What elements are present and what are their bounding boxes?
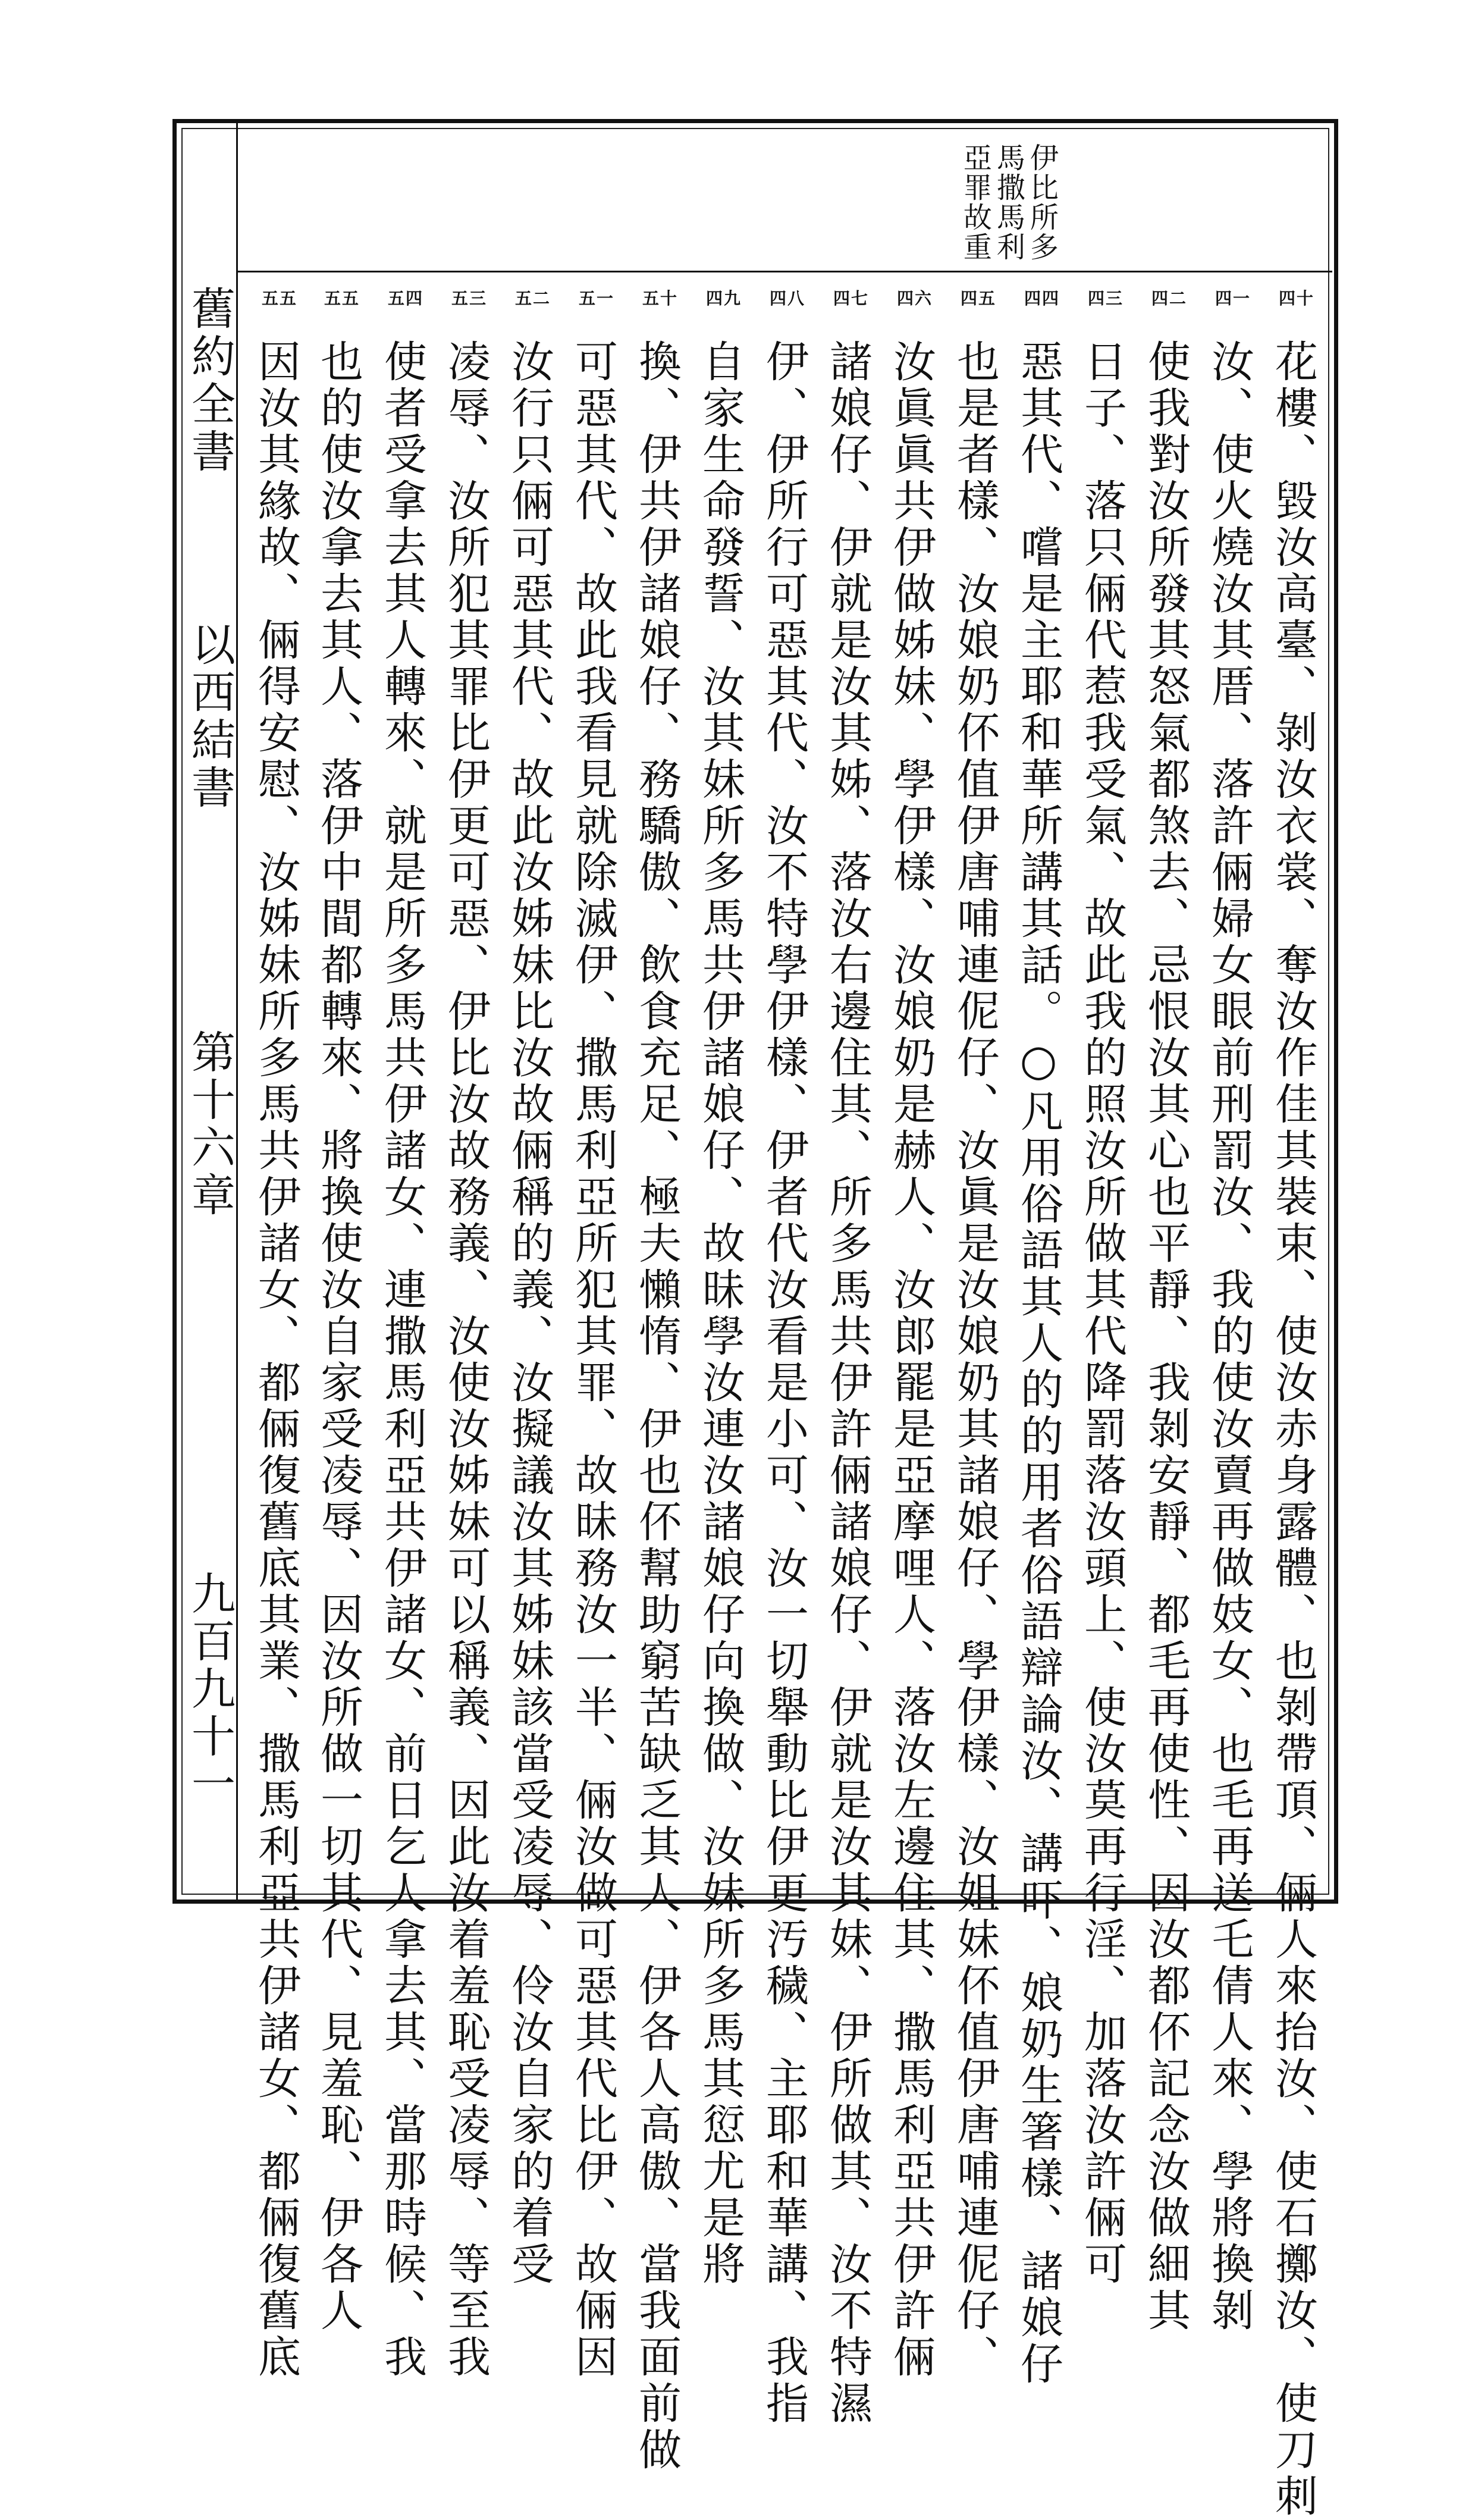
verse-number: 五三 <box>451 289 487 308</box>
header-note: 亞罪故重 <box>958 143 992 262</box>
verse-number: 五五 <box>324 289 360 308</box>
text-column <box>1076 286 1135 2288</box>
column-text: 可惡其代、故此我看見就除滅伊、撒馬利亞所犯其罪、故昧務汝一半、倆汝做可惡其代比伊、故倆因 <box>568 339 618 2381</box>
verse-number: 五四 <box>387 289 423 308</box>
text-column <box>885 286 944 2381</box>
column-text: 凌辱、汝所犯其罪比伊更可惡、伊比汝故務義、汝使汝姊妹可以稱義、因此汝着羞恥受凌辱、等至我 <box>441 339 491 2381</box>
verse-number: 四十 <box>1278 289 1314 308</box>
verse-number: 四九 <box>705 289 742 308</box>
text-columns <box>250 286 1320 2520</box>
verse-number: 四三 <box>1087 289 1123 308</box>
header-notes-band <box>238 125 1332 272</box>
text-column <box>949 286 1008 2381</box>
chapter-label: 第十六章 <box>184 1029 236 1220</box>
text-column <box>312 286 372 2334</box>
column-text: 惡其代、嚐是主耶和華所講其話。○凡用俗語其人的的用者俗語辯論汝、講吓、娘奶生箸樣、諸娘仔 <box>1013 339 1063 2388</box>
column-text: 也是者樣、汝娘奶伓值伊唐哺連伲仔、汝眞是汝娘奶其諸娘仔、學伊樣、汝姐妹伓值伊唐哺連伲仔、 <box>950 339 1000 2381</box>
verse-number: 五一 <box>578 289 614 308</box>
text-column <box>1012 286 1072 2388</box>
verse-number: 四二 <box>1151 289 1187 308</box>
book-name: 以西結書 <box>184 622 236 812</box>
verse-number: 五二 <box>514 289 551 308</box>
text-column <box>250 286 309 2381</box>
text-column <box>1203 286 1263 2334</box>
column-text: 花樓、毀汝高臺、剝汝衣裳、奪汝作佳其裝束、使汝赤身露體、也剝帶頂、倆人來抬汝、使石擲汝、使刀刺 <box>1268 339 1318 2520</box>
column-text: 諸娘仔、伊就是汝其姊、落汝右邊住其、所多馬共伊許倆諸娘仔、伊就是汝其妹、伊所做其、汝不特濕 <box>823 339 873 2427</box>
verse-number: 五十 <box>642 289 678 308</box>
text-column <box>758 286 817 2427</box>
column-text: 也的使汝拿去其人、落伊中間都轉來、將換使汝自家受凌辱、因汝所做一切其代、見羞恥、伊各人 <box>313 339 363 2334</box>
verse-number: 四八 <box>769 289 805 308</box>
verse-number: 四四 <box>1024 289 1060 308</box>
column-text: 日子、落只倆代惹我受氣、故此我的照汝所做其代降罰落汝頭上、使汝莫再行淫、加落汝許倆可 <box>1077 339 1127 2288</box>
column-text: 伊、伊所行可惡其代、汝不特學伊樣、伊者代汝看是小可、汝一切舉動比伊更汚穢、主耶和華講、我指 <box>759 339 809 2427</box>
verse-number: 四五 <box>960 289 996 308</box>
running-title: 舊約全書 <box>184 286 236 476</box>
text-column <box>1140 286 1199 2334</box>
column-text: 換、伊共伊諸娘仔、務驕傲、飲食充足、極夫懶惰、伊也伓幫助窮苦缺乏其人、伊各人高傲、當我面前做 <box>632 339 682 2474</box>
column-text: 因汝其緣故、倆得安慰、汝姊妹所多馬共伊諸女、都倆復舊底其業、撒馬利亞共伊諸女、都倆復舊底 <box>251 339 301 2381</box>
verse-number: 四六 <box>896 289 933 308</box>
verse-number: 五五 <box>261 289 297 308</box>
verse-number: 四一 <box>1214 289 1251 308</box>
column-text: 汝行只倆可惡其代、故此汝姊妹比汝故倆稱的義、汝擬議汝其姊妹該當受凌辱、伶汝自家的着受 <box>504 339 554 2288</box>
column-text: 使者受拿去其人轉來、就是所多馬共伊諸女、連撒馬利亞共伊諸女、前日乞人拿去其、當那時候、我 <box>377 339 427 2381</box>
text-column <box>630 286 690 2474</box>
text-column <box>694 286 754 2288</box>
verse-number: 四七 <box>833 289 869 308</box>
text-column <box>376 286 435 2381</box>
text-column <box>503 286 563 2288</box>
text-column <box>1267 286 1326 2520</box>
column-text: 汝、使火燒汝其厝、落許倆婦女眼前刑罰汝、我的使汝賣再做妓女、也毛再送乇倩人來、學將換剝 <box>1204 339 1254 2334</box>
text-column <box>567 286 626 2381</box>
column-text: 自家生命發誓、汝其妹所多馬共伊諸娘仔、故昧學汝連汝諸娘仔向換做、汝妹所多馬其愆尤是將 <box>695 339 745 2288</box>
page-number: 九百九十一 <box>184 1571 236 1808</box>
header-note: 馬撒馬利 <box>991 143 1025 262</box>
text-column <box>440 286 499 2381</box>
header-note: 伊比所多 <box>1025 143 1059 262</box>
text-column <box>821 286 881 2427</box>
column-text: 汝眞眞共伊做姊妹、學伊樣、汝娘奶是赫人、汝郎罷是亞摩哩人、落汝左邊住其、撒馬利亞共伊許倆 <box>886 339 936 2381</box>
column-text: 使我對汝所發其怒氣都煞去、忌恨汝其心也平靜、我剝安靜、都毛再使性、因汝都伓記念汝做細其 <box>1141 339 1191 2334</box>
